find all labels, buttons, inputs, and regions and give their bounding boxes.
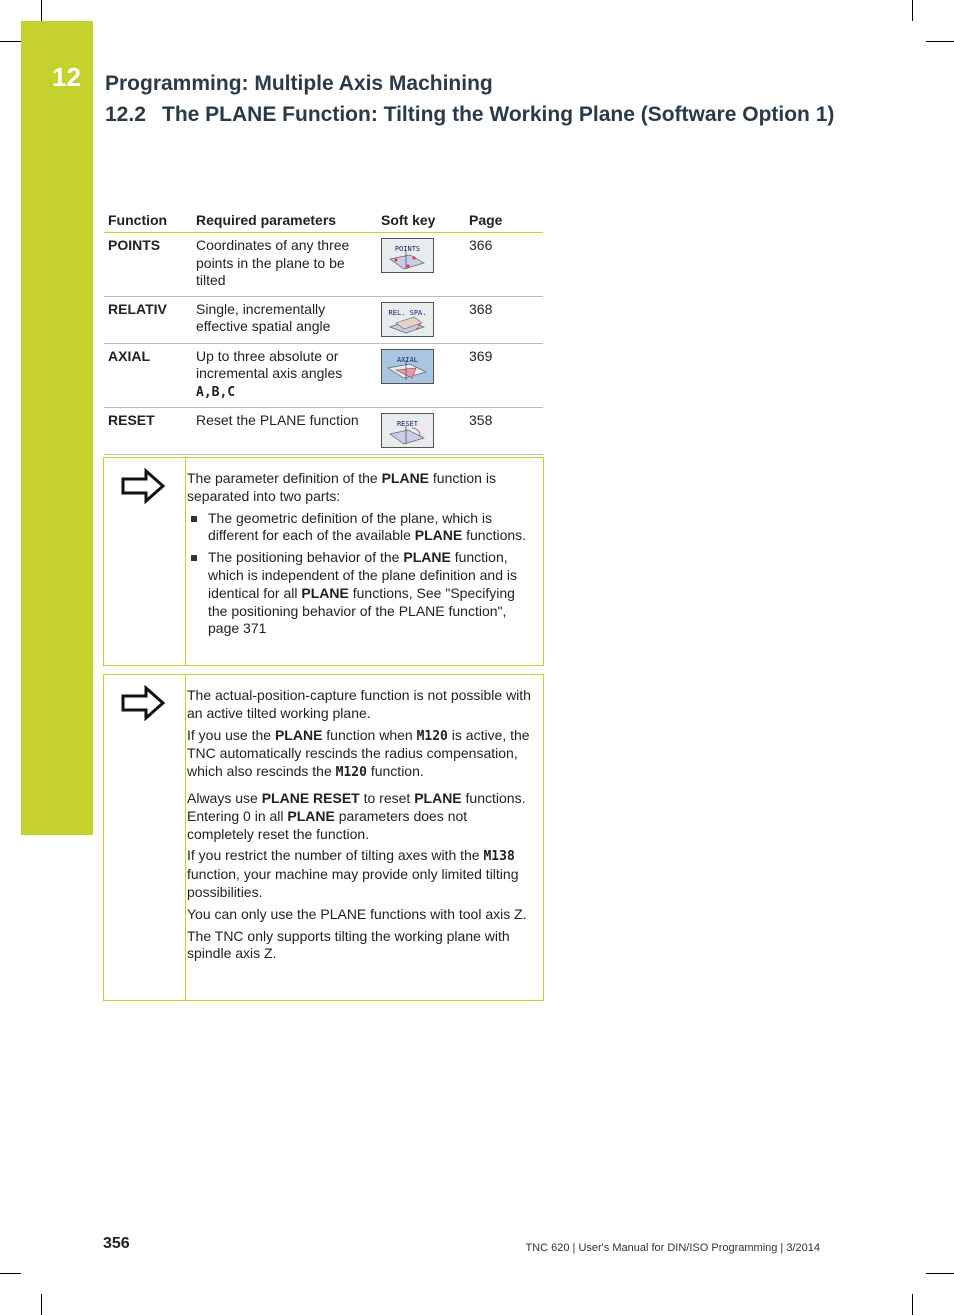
required-params [192, 343, 377, 408]
code-term: PLANE [301, 584, 349, 601]
col-header-params: Required parameters [192, 210, 377, 233]
col-header-softkey: Soft key [377, 210, 465, 233]
crop-mark [926, 1273, 954, 1274]
section-title [105, 103, 834, 127]
section-title-text: The PLANE Function: Tilting the Working Plane (Software Option 1) [162, 103, 835, 126]
note-box-plane-parameters [103, 457, 544, 666]
code-term: PLANE [403, 549, 451, 566]
crop-mark [0, 41, 21, 42]
table-row [104, 343, 543, 408]
params-code: A,B,C [196, 384, 236, 400]
code-term: PLANE [381, 470, 430, 486]
page-number: 356 [103, 1235, 130, 1252]
note-box-plane-restrictions [103, 674, 544, 1001]
note-paragraph [187, 727, 535, 782]
plane-points-icon [386, 249, 428, 271]
note-paragraph: The actual-position-capture function is not possible with an active tilted working plane. [187, 687, 531, 721]
softkey-label: AXIAL [396, 355, 419, 364]
text-run: The parameter definition of the [187, 470, 382, 486]
crop-mark [41, 0, 42, 21]
softkey-reset [381, 413, 434, 448]
note-arrow-icon [120, 685, 166, 721]
softkey-label: POINTS [394, 245, 421, 253]
text-run: If you use the [187, 726, 275, 743]
softkey-axial [381, 349, 434, 384]
text-run: The geometric definition of the plane, which is different for each of the available [208, 509, 493, 544]
required-params: Coordinates of any three points in the plane to be tilted [192, 233, 377, 297]
text-run: functions, See "Specifying the positioning behavior of the PLANE function", page 371 [208, 584, 515, 637]
code-term: M138 [483, 849, 515, 865]
text-run: function when [322, 726, 417, 743]
crop-mark [0, 1273, 21, 1274]
note-text [187, 675, 543, 973]
note-bullet-list [187, 510, 535, 639]
note-icon-column [104, 675, 186, 1000]
note-paragraph [187, 847, 535, 901]
chapter-tab-bar [21, 21, 93, 835]
col-header-function: Function [104, 210, 192, 233]
params-text: Up to three absolute or incremental axis angles [196, 347, 343, 381]
note-arrow-icon [120, 468, 166, 504]
chapter-number: 12 [52, 62, 81, 92]
softkey-relativ [381, 302, 434, 337]
code-term: PLANE RESET [261, 789, 360, 806]
table-row [104, 296, 543, 343]
note-paragraph [187, 790, 535, 843]
section-number: 12.2 [105, 103, 146, 126]
page-ref: 368 [465, 296, 543, 343]
text-run: function. [366, 763, 424, 780]
text-run: functions. [462, 527, 527, 544]
crop-mark [912, 1294, 913, 1315]
function-name: AXIAL [104, 343, 192, 408]
required-params: Reset the PLANE function [192, 408, 377, 455]
text-run: is active, the TNC automatically rescinds the radius compensation, which also rescinds the [187, 726, 530, 780]
list-item [187, 510, 535, 546]
page-ref: 369 [465, 343, 543, 408]
plane-reset-icon [386, 424, 428, 446]
plane-axial-icon [386, 360, 428, 382]
text-run: functions. Entering 0 in all [187, 789, 526, 824]
softkey-label: REL. SPA. [388, 308, 427, 317]
table-row [104, 233, 543, 297]
function-name: RESET [104, 408, 192, 455]
note-text [187, 458, 543, 650]
function-name: POINTS [104, 233, 192, 297]
code-term: PLANE [414, 527, 463, 544]
note-paragraph: The TNC only supports tilting the working plane with spindle axis Z. [187, 927, 510, 962]
page-ref: 358 [465, 408, 543, 455]
crop-mark [912, 0, 913, 21]
chapter-title: Programming: Multiple Axis Machining [105, 72, 493, 95]
crop-mark [41, 1294, 42, 1315]
col-header-page: Page [465, 210, 543, 233]
list-item [187, 549, 535, 638]
table-row [104, 408, 543, 455]
note-paragraph: You can only use the PLANE functions with tool axis Z. [187, 905, 527, 922]
code-term: M120 [416, 728, 448, 744]
text-run: The positioning behavior of the [208, 549, 404, 566]
function-name: RELATIV [104, 296, 192, 343]
plane-relative-icon [386, 313, 428, 335]
crop-mark [926, 41, 954, 42]
code-term: PLANE [414, 789, 462, 806]
code-term: PLANE [287, 807, 335, 824]
text-run: If you restrict the number of tilting axes with the [187, 847, 484, 864]
note-icon-column [104, 458, 186, 665]
code-term: PLANE [274, 726, 323, 743]
text-run: function is separated into two parts: [187, 470, 496, 504]
text-run: Always use [187, 789, 262, 806]
note-paragraph [187, 470, 535, 506]
plane-functions-table [104, 210, 543, 455]
code-term: M120 [335, 765, 367, 781]
text-run: function, which is independent of the plane definition and is identical for all [208, 549, 517, 601]
softkey-points [381, 238, 434, 273]
softkey-label: RESET [396, 420, 419, 428]
table-header-row [104, 210, 543, 233]
text-run: to reset [359, 789, 415, 806]
page-footer: TNC 620 | User's Manual for DIN/ISO Programming | 3/2014 [525, 1242, 820, 1254]
text-run: parameters does not completely reset the function. [187, 807, 468, 842]
required-params: Single, incrementally effective spatial angle [192, 296, 377, 343]
text-run: function, your machine may provide only limited tilting possibilities. [187, 866, 519, 900]
page-ref: 366 [465, 233, 543, 297]
